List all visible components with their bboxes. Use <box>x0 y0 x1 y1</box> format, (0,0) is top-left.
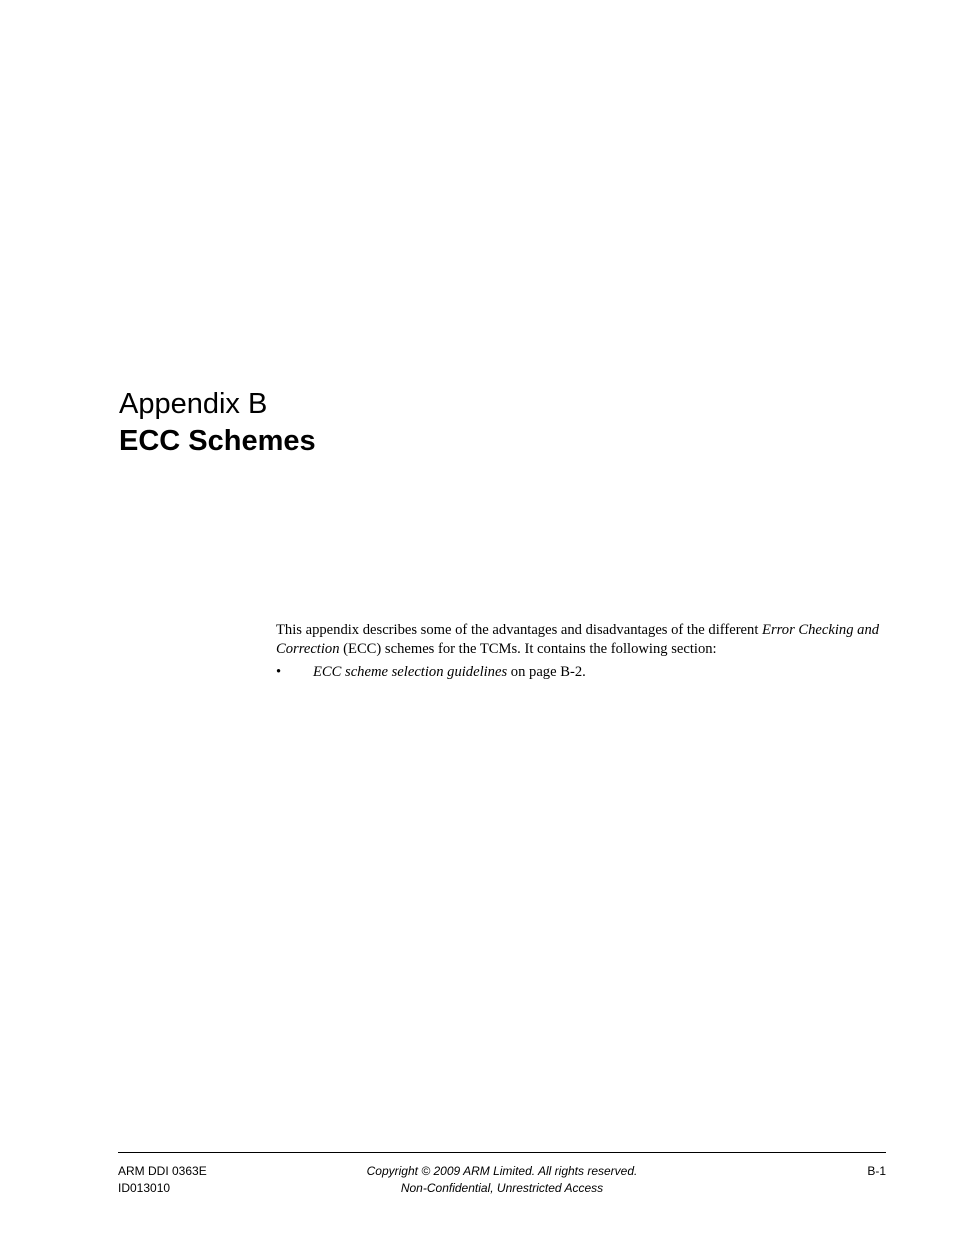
intro-paragraph <box>276 621 888 659</box>
chapter-label: Appendix B <box>119 388 268 420</box>
section-list <box>276 663 888 682</box>
footer-page-number: B-1 <box>867 1164 886 1178</box>
footer-access: Non-Confidential, Unrestricted Access <box>400 1181 604 1195</box>
intro-text-before: This appendix describes some of the advantages and disadvantages of the different <box>276 622 763 638</box>
footer-copyright: Copyright © 2009 ARM Limited. All rights reserved. <box>366 1164 638 1178</box>
bullet-icon: • <box>276 664 282 680</box>
section-page-ref: on page B-2. <box>507 664 586 680</box>
intro-text-after: (ECC) schemes for the TCMs. It contains the following section: <box>339 641 717 657</box>
footer-legal <box>118 1163 886 1197</box>
chapter-heading <box>119 386 316 460</box>
footer-divider <box>118 1152 886 1153</box>
list-item <box>276 663 888 682</box>
chapter-title: ECC Schemes <box>119 425 316 457</box>
intro-term: Error Checking and Correction <box>276 622 880 657</box>
footer-doc-id: ARM DDI 0363E <box>118 1164 207 1178</box>
section-link[interactable]: ECC scheme selection guidelines <box>313 664 508 680</box>
footer-issue-id: ID013010 <box>118 1181 171 1195</box>
intro-section <box>276 621 888 682</box>
